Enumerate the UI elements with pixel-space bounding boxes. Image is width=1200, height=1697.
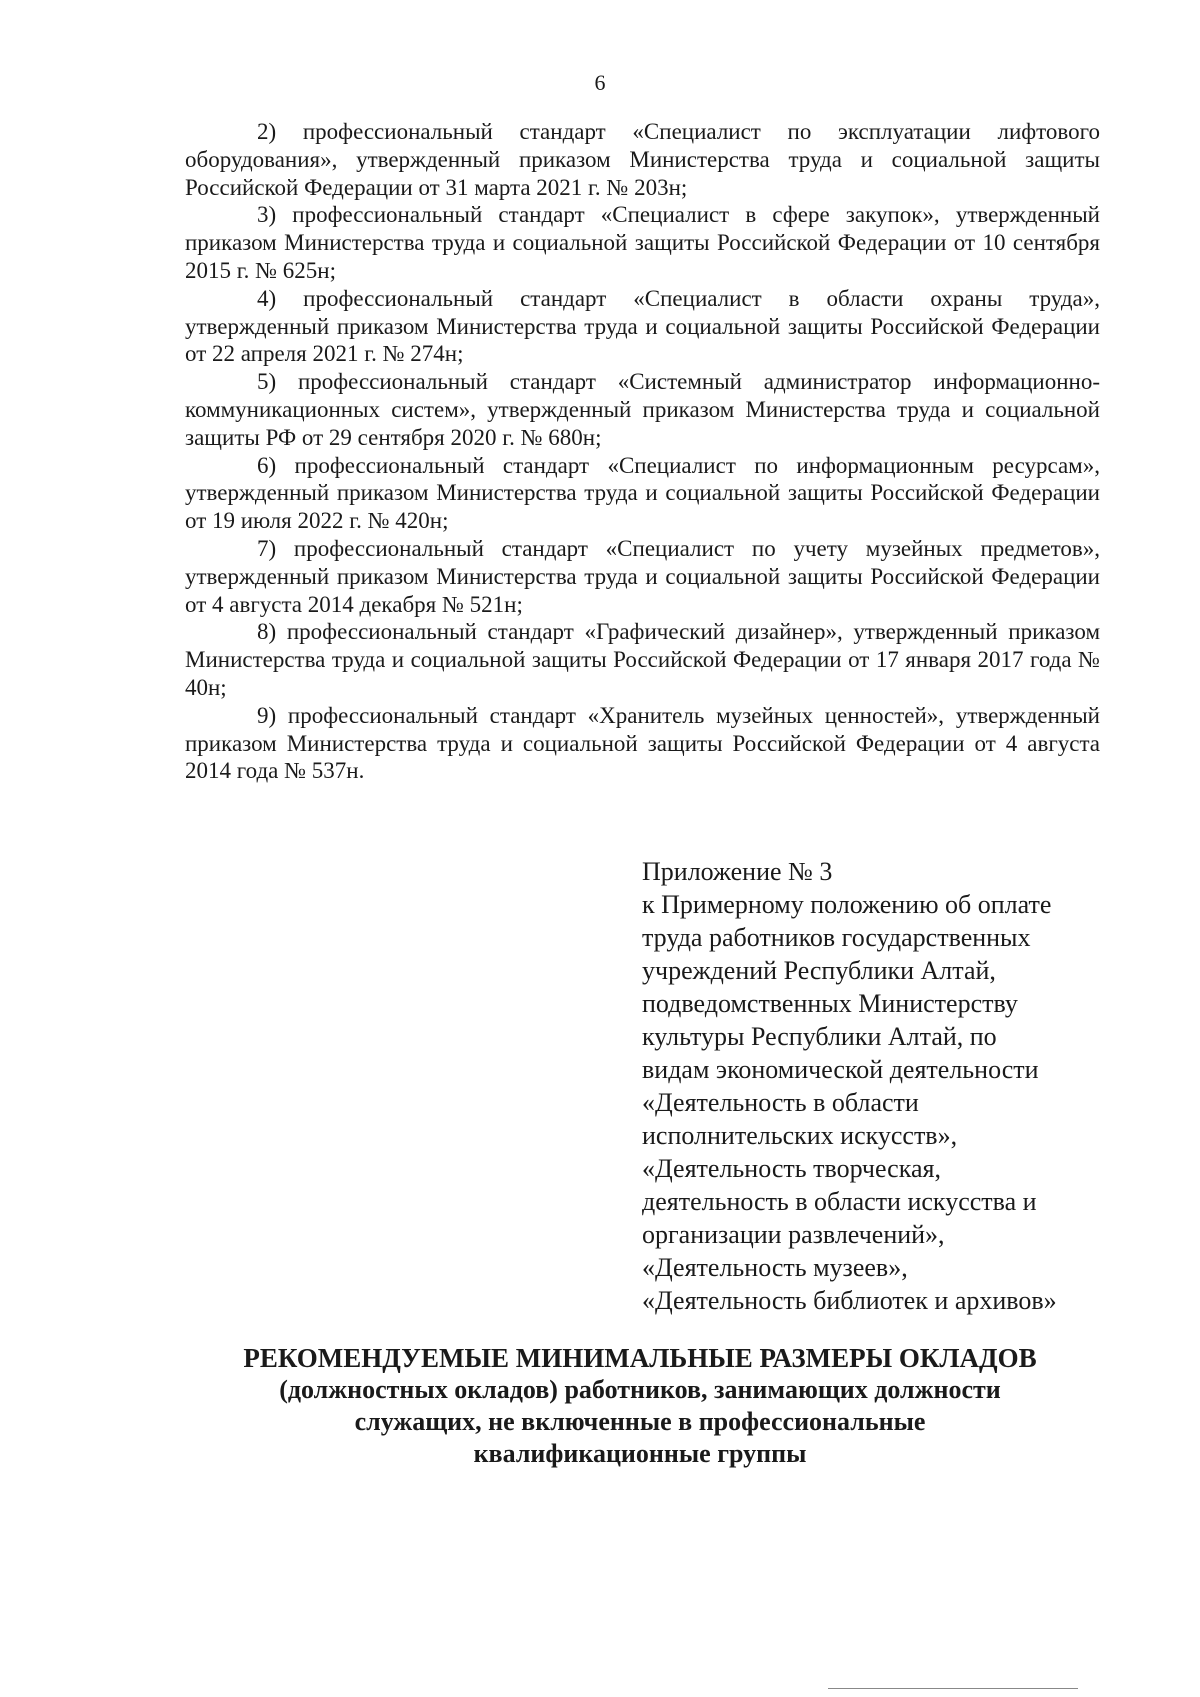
standards-list xyxy=(185,118,1100,785)
page-number: 6 xyxy=(594,70,606,95)
list-item: 3) профессиональный стандарт «Специалист в сфере закупок», утвержденный приказом Министерства труда и социальной защиты Российской Федерации от 10 сентября 2015 г. № 625н; xyxy=(185,202,1100,283)
footer-divider xyxy=(828,1688,1078,1689)
appendix-line: организации развлечений», xyxy=(642,1220,945,1249)
appendix-line: культуры Республики Алтай, по xyxy=(642,1022,997,1051)
section-heading xyxy=(150,1342,1130,1470)
appendix-line: подведомственных Министерству xyxy=(642,989,1018,1018)
appendix-line: «Деятельность творческая, xyxy=(642,1154,941,1183)
appendix-line: учреждений Республики Алтай, xyxy=(642,956,996,985)
appendix-line: труда работников государственных xyxy=(642,923,1031,952)
appendix-reference xyxy=(642,855,1112,1317)
appendix-line: «Деятельность в области xyxy=(642,1088,919,1117)
list-item: 9) профессиональный стандарт «Хранитель музейных ценностей», утвержденный приказом Министерства труда и социальной защиты Российской Федерации от 4 августа 2014 года № 537н. xyxy=(185,702,1100,784)
list-item: 8) профессиональный стандарт «Графический дизайнер», утвержденный приказом Министерства труда и социальной защиты Российской Федерации от 17 января 2017 года № 40н; xyxy=(185,619,1100,700)
list-item: 5) профессиональный стандарт «Системный администратор информационно-коммуникационных систем», утвержденный приказом Министерства труда и социальной защиты РФ от 29 сентября 2020 г. № 680н; xyxy=(185,369,1100,450)
heading-line: служащих, не включенные в профессиональные xyxy=(354,1407,926,1436)
heading-line: квалификационные группы xyxy=(473,1439,807,1468)
heading-line: РЕКОМЕНДУЕМЫЕ МИНИМАЛЬНЫЕ РАЗМЕРЫ ОКЛАДОВ xyxy=(243,1343,1037,1373)
list-item: 7) профессиональный стандарт «Специалист по учету музейных предметов», утвержденный приказом Министерства труда и социальной защиты Российской Федерации от 4 августа 2014 декабря № 521н; xyxy=(185,535,1100,617)
list-item: 6) профессиональный стандарт «Специалист по информационным ресурсам», утвержденный приказом Министерства труда и социальной защиты Российской Федерации от 19 июля 2022 г. № 420н; xyxy=(185,452,1100,534)
list-item: 2) профессиональный стандарт «Специалист по эксплуатации лифтового оборудования», утвержденный приказом Министерства труда и социальной защиты Российской Федерации от 31 марта 2021 г. № 203н; xyxy=(185,119,1100,200)
appendix-line: исполнительских искусств», xyxy=(642,1121,958,1150)
appendix-line: «Деятельность библиотек и архивов» xyxy=(642,1286,1057,1315)
heading-line: (должностных окладов) работников, занимающих должности xyxy=(279,1375,1001,1404)
list-item: 4) профессиональный стандарт «Специалист в области охраны труда», утвержденный приказом Министерства труда и социальной защиты Российской Федерации от 22 апреля 2021 г. № 274н; xyxy=(185,285,1100,367)
appendix-line: к Примерному положению об оплате xyxy=(642,890,1052,919)
appendix-line: «Деятельность музеев», xyxy=(642,1253,908,1282)
appendix-line: видам экономической деятельности xyxy=(642,1055,1039,1084)
appendix-title: Приложение № 3 xyxy=(642,857,833,886)
appendix-line: деятельность в области искусства и xyxy=(642,1187,1037,1216)
